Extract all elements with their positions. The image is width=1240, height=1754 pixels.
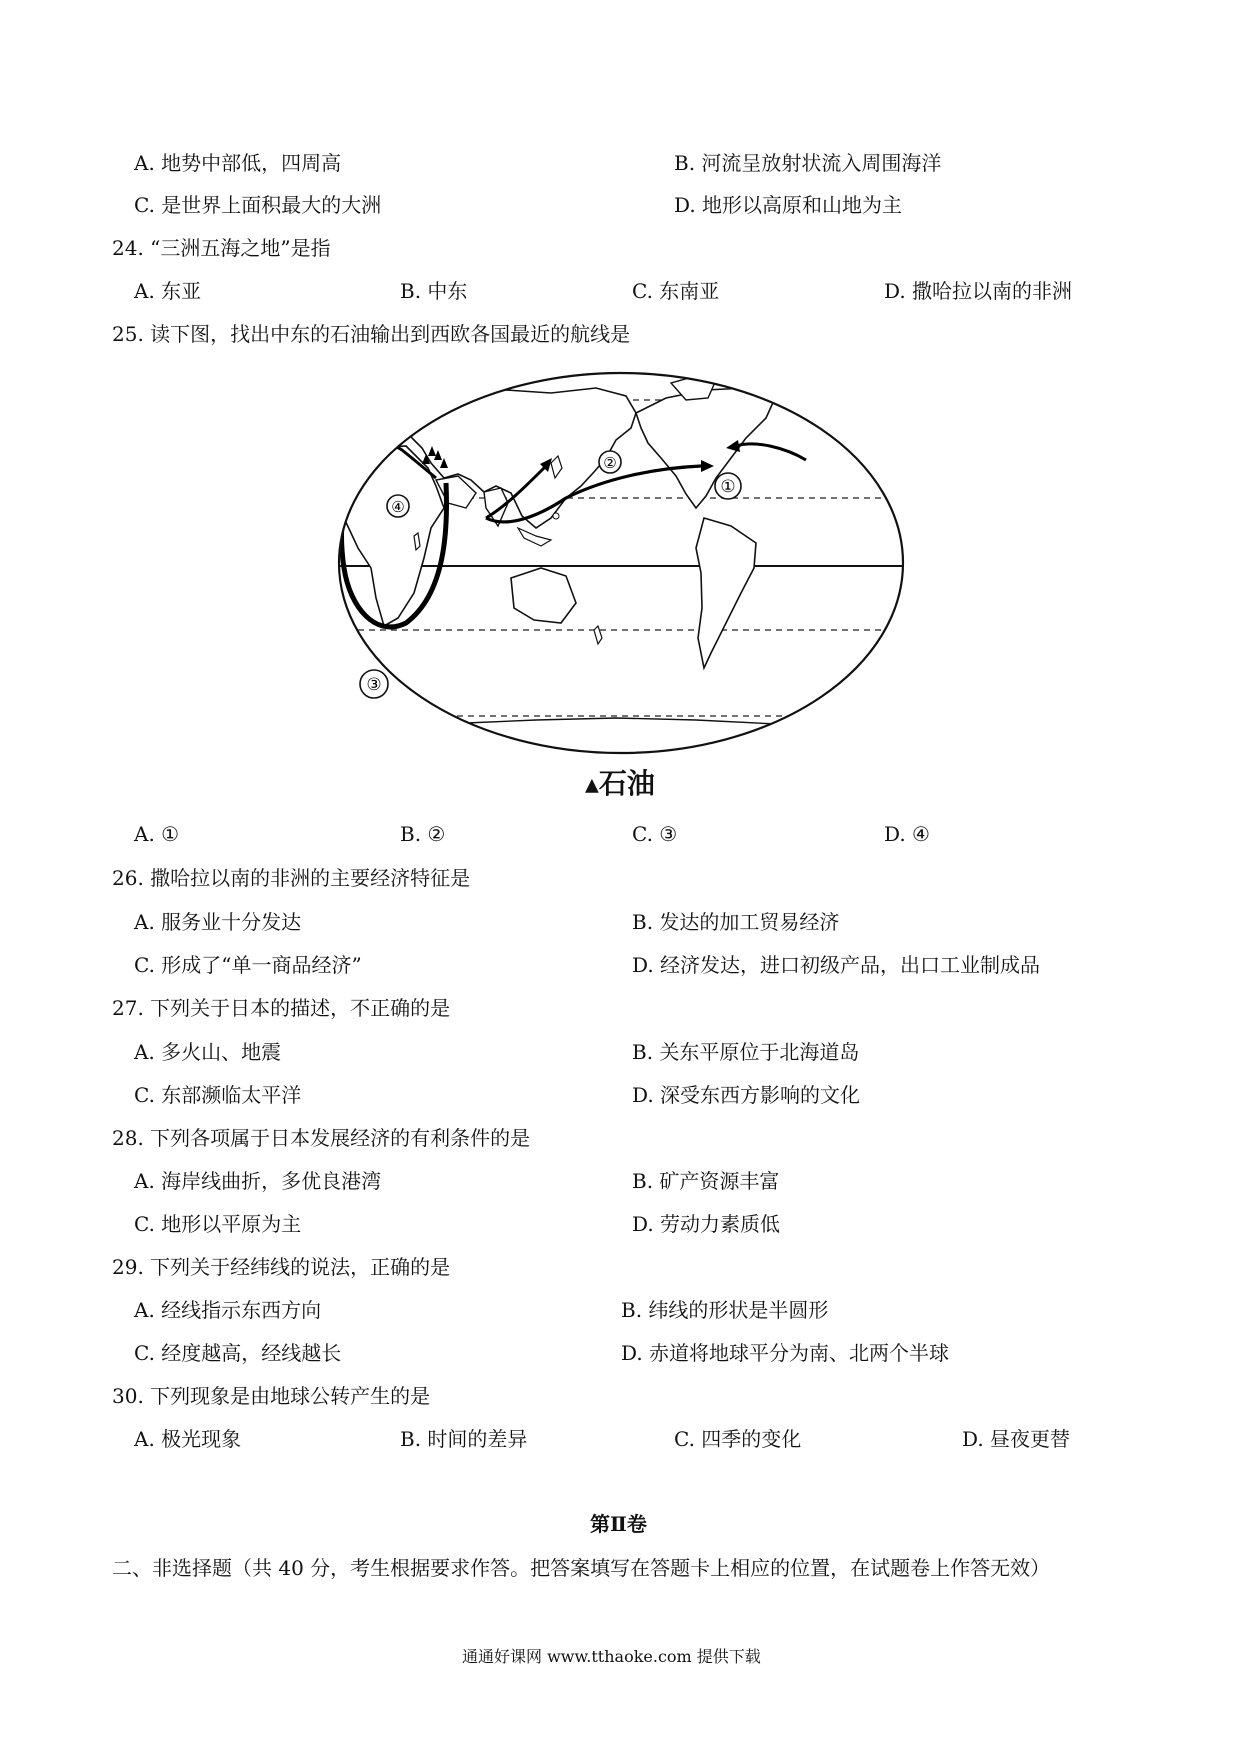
q25-option-d: D. ④ [884,822,930,846]
q27-option-b: B. 关东平原位于北海道岛 [632,1040,860,1064]
svg-text:②: ② [603,454,617,472]
q25-stem: 25. 读下图，找出中东的石油输出到西欧各国最近的航线是 [112,322,631,346]
q27-stem: 27. 下列关于日本的描述，不正确的是 [112,996,451,1020]
route-label-2 [599,451,621,473]
q24-option-c: C. 东南亚 [632,279,720,303]
route-4-arrowhead [354,434,366,446]
q27-option-d: D. 深受东西方影响的文化 [632,1083,861,1107]
q28-option-c: C. 地形以平原为主 [134,1212,302,1236]
q27-option-a: A. 多火山、地震 [134,1040,282,1064]
philippines-outline [553,513,559,519]
svg-text:④: ④ [391,498,405,516]
world-map-figure [336,368,906,758]
q30-stem: 30. 下列现象是由地球公转产生的是 [112,1384,431,1408]
q26-option-c: C. 形成了“单一商品经济” [134,953,362,977]
q29-option-d: D. 赤道将地球平分为南、北两个半球 [621,1341,950,1365]
section-2-title: 第Ⅱ卷 [590,1512,647,1536]
q25-option-a: A. ① [134,822,180,846]
q26-option-b: B. 发达的加工贸易经济 [632,910,840,934]
q26-option-a: A. 服务业十分发达 [134,910,302,934]
route-label-4 [387,495,409,517]
section-2-instructions: 二、非选择题（共 40 分，考生根据要求作答。把答案填写在答题卡上相应的位置，在试题卷上作答无效） [112,1556,1051,1580]
q28-option-d: D. 劳动力素质低 [632,1212,781,1236]
q28-option-b: B. 矿产资源丰富 [632,1169,780,1193]
q29-option-b: B. 纬线的形状是半圆形 [621,1298,829,1322]
q30-option-a: A. 极光现象 [134,1427,242,1451]
q30-option-d: D. 昼夜更替 [962,1427,1071,1451]
q25-option-b: B. ② [400,822,446,846]
svg-text:③: ③ [366,675,382,695]
svg-text:①: ① [720,477,736,497]
route-label-3 [360,670,388,698]
q23-option-a: A. 地势中部低，四周高 [134,151,342,175]
q23-option-b: B. 河流呈放射状流入周围海洋 [674,151,942,175]
q29-option-a: A. 经线指示东西方向 [134,1298,322,1322]
q26-option-d: D. 经济发达，进口初级产品，出口工业制成品 [632,953,1041,977]
q24-stem: 24. “三洲五海之地”是指 [112,236,331,260]
q24-option-d: D. 撒哈拉以南的非洲 [884,279,1073,303]
map-legend [585,762,655,802]
q25-option-c: C. ③ [632,822,678,846]
q26-stem: 26. 撒哈拉以南的非洲的主要经济特征是 [112,866,471,890]
q28-stem: 28. 下列各项属于日本发展经济的有利条件的是 [112,1126,531,1150]
page-footer: 通通好课网 www.tthaoke.com 提供下载 [462,1647,761,1666]
q29-stem: 29. 下列关于经纬线的说法，正确的是 [112,1255,451,1279]
map-legend-text: 石油 [598,767,655,800]
route-label-1 [715,473,741,499]
q23-option-d: D. 地形以高原和山地为主 [674,193,903,217]
route-3-arrowhead [378,416,394,432]
oil-derrick-icon: ▲ [585,774,599,796]
q28-option-a: A. 海岸线曲折，多优良港湾 [134,1169,382,1193]
q24-option-a: A. 东亚 [134,279,202,303]
q30-option-c: C. 四季的变化 [674,1427,802,1451]
q23-option-c: C. 是世界上面积最大的大洲 [134,193,382,217]
q27-option-c: C. 东部濒临太平洋 [134,1083,302,1107]
q30-option-b: B. 时间的差异 [400,1427,528,1451]
q24-option-b: B. 中东 [400,279,468,303]
q29-option-c: C. 经度越高，经线越长 [134,1341,342,1365]
